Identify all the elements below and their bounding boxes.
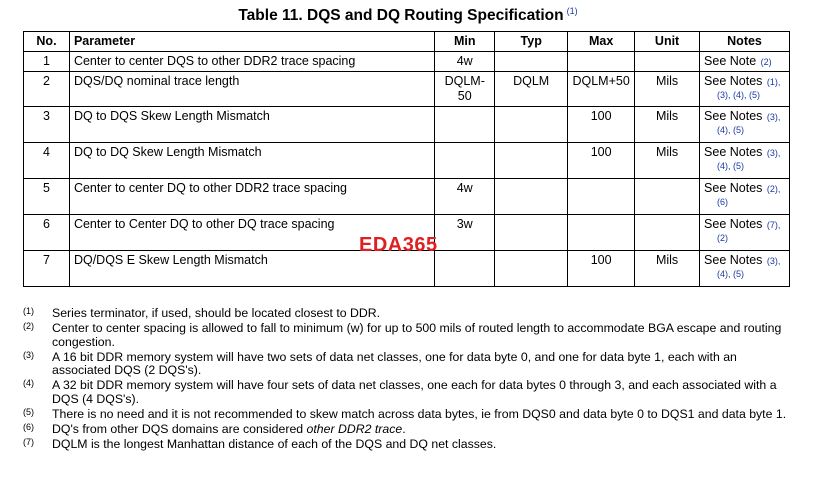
footnote-text: Series terminator, if used, should be located closest to DDR.	[52, 306, 381, 320]
cell-parameter: DQ to DQ Skew Length Mismatch	[69, 143, 434, 179]
note-ref: (3),	[766, 148, 781, 158]
cell-parameter: Center to Center DQ to other DQ trace spacing	[69, 215, 434, 251]
footnote	[23, 408, 793, 422]
cell-parameter: DQ to DQS Skew Length Mismatch	[69, 107, 434, 143]
table-row	[24, 179, 790, 215]
footnote-number: (7)	[23, 436, 34, 447]
footnote-text: A 16 bit DDR memory system will have two sets of data net classes, one for data byte 0, and one for data byte 1, each with an associated DQS (2 DQS's).	[52, 349, 737, 377]
cell-typ	[495, 179, 568, 215]
cell-max	[568, 52, 635, 72]
cell-max	[568, 179, 635, 215]
cell-unit	[635, 179, 700, 215]
cell-min: 3w	[435, 215, 495, 251]
header-max: Max	[568, 32, 635, 52]
notes-text: See Notes	[704, 217, 763, 231]
note-ref-continued: (4), (5)	[717, 125, 745, 135]
cell-notes	[700, 72, 790, 107]
cell-parameter: Center to center DQ to other DDR2 trace spacing	[69, 179, 434, 215]
cell-typ	[495, 251, 568, 287]
min-line-1: DQLM-	[444, 74, 485, 88]
footnote-text: Center to center spacing is allowed to fall to minimum (w) for up to 500 mils of routed length to accommodate BGA escape and routing congestion.	[52, 321, 782, 349]
cell-no: 1	[24, 52, 70, 72]
notes-text: See Notes	[704, 145, 763, 159]
cell-min	[435, 107, 495, 143]
cell-typ	[495, 215, 568, 251]
cell-notes	[700, 215, 790, 251]
cell-max: 100	[568, 251, 635, 287]
cell-min: 4w	[435, 179, 495, 215]
cell-typ	[495, 107, 568, 143]
cell-no: 6	[24, 215, 70, 251]
table-row	[24, 143, 790, 179]
footnote	[23, 423, 793, 437]
notes-text: See Note	[704, 54, 757, 68]
cell-notes	[700, 179, 790, 215]
footnote-text: A 32 bit DDR memory system will have four sets of data net classes, one each for data bytes 0 through 3, and each associated with a DQS (4 DQS's).	[52, 378, 777, 406]
notes-text: See Notes	[704, 109, 763, 123]
footnote-text-emphasis: other DDR2 trace	[306, 421, 403, 436]
cell-max	[568, 215, 635, 251]
footnote-number: (4)	[23, 378, 34, 388]
footnote	[23, 351, 793, 378]
cell-max: 100	[568, 107, 635, 143]
table-row	[24, 72, 790, 107]
footnote-text-before: DQ's from other DQS domains are considered	[52, 421, 307, 436]
cell-max: 100	[568, 143, 635, 179]
note-ref-continued: (4), (5)	[717, 269, 745, 279]
cell-unit: Mils	[635, 143, 700, 179]
footnote-text: DQLM is the longest Manhattan distance of each of the DQS and DQ net classes.	[52, 436, 497, 451]
note-ref: (1),	[766, 77, 781, 87]
header-unit: Unit	[635, 32, 700, 52]
cell-min	[435, 251, 495, 287]
cell-notes	[700, 107, 790, 143]
footnotes	[23, 307, 793, 453]
footnote-number: (6)	[23, 421, 34, 432]
header-min: Min	[435, 32, 495, 52]
note-ref-continued: (3), (4), (5)	[717, 90, 761, 100]
note-ref: (7),	[766, 220, 781, 230]
footnote-number: (3)	[23, 349, 34, 360]
cell-no: 7	[24, 251, 70, 287]
table-title	[0, 6, 816, 25]
cell-min: 4w	[435, 52, 495, 72]
note-ref: (2),	[766, 184, 781, 194]
table-title-note-ref: (1)	[566, 6, 578, 16]
cell-min	[435, 143, 495, 179]
cell-unit: Mils	[635, 251, 700, 287]
cell-no: 3	[24, 107, 70, 143]
notes-text: See Notes	[704, 181, 763, 195]
cell-typ	[495, 52, 568, 72]
footnote	[23, 322, 793, 349]
note-ref: (3),	[766, 112, 781, 122]
header-parameter: Parameter	[69, 32, 434, 52]
table-row	[24, 107, 790, 143]
cell-no: 2	[24, 72, 70, 107]
cell-max: DQLM+50	[568, 72, 635, 107]
watermark: EDA365	[359, 234, 438, 256]
table-row	[24, 52, 790, 72]
note-ref-continued: (2)	[717, 233, 729, 243]
notes-text: See Notes	[704, 74, 763, 88]
footnote-number: (1)	[23, 306, 34, 316]
table-title-text: Table 11. DQS and DQ Routing Specification	[238, 7, 564, 24]
min-line-2: 50	[457, 89, 472, 103]
footnote-number: (5)	[23, 406, 34, 417]
note-ref-continued: (6)	[717, 197, 729, 207]
footnote	[23, 438, 793, 452]
note-ref: (2)	[760, 57, 772, 67]
footnote	[23, 307, 793, 321]
cell-typ: DQLM	[495, 72, 568, 107]
header-row	[24, 32, 790, 52]
cell-unit	[635, 52, 700, 72]
footnote	[23, 379, 793, 406]
cell-no: 4	[24, 143, 70, 179]
cell-unit: Mils	[635, 72, 700, 107]
note-ref-continued: (4), (5)	[717, 161, 745, 171]
cell-notes	[700, 143, 790, 179]
cell-unit: Mils	[635, 107, 700, 143]
footnote-text: There is no need and it is not recommended to skew match across data bytes, ie from DQS0 and data byte 0 to DQS1 and data byte 1.	[52, 406, 787, 421]
footnote-text-after: .	[402, 421, 406, 436]
cell-unit	[635, 215, 700, 251]
cell-parameter: DQS/DQ nominal trace length	[69, 72, 434, 107]
cell-no: 5	[24, 179, 70, 215]
footnote-number: (2)	[23, 321, 34, 331]
note-ref: (3),	[766, 256, 781, 266]
notes-text: See Notes	[704, 253, 763, 267]
header-notes: Notes	[700, 32, 790, 52]
header-typ: Typ	[495, 32, 568, 52]
cell-parameter: Center to center DQS to other DDR2 trace spacing	[69, 52, 434, 72]
cell-notes	[700, 251, 790, 287]
header-no: No.	[24, 32, 70, 52]
cell-min	[435, 72, 495, 107]
cell-parameter: DQ/DQS E Skew Length Mismatch	[69, 251, 434, 287]
cell-typ	[495, 143, 568, 179]
cell-notes	[700, 52, 790, 72]
